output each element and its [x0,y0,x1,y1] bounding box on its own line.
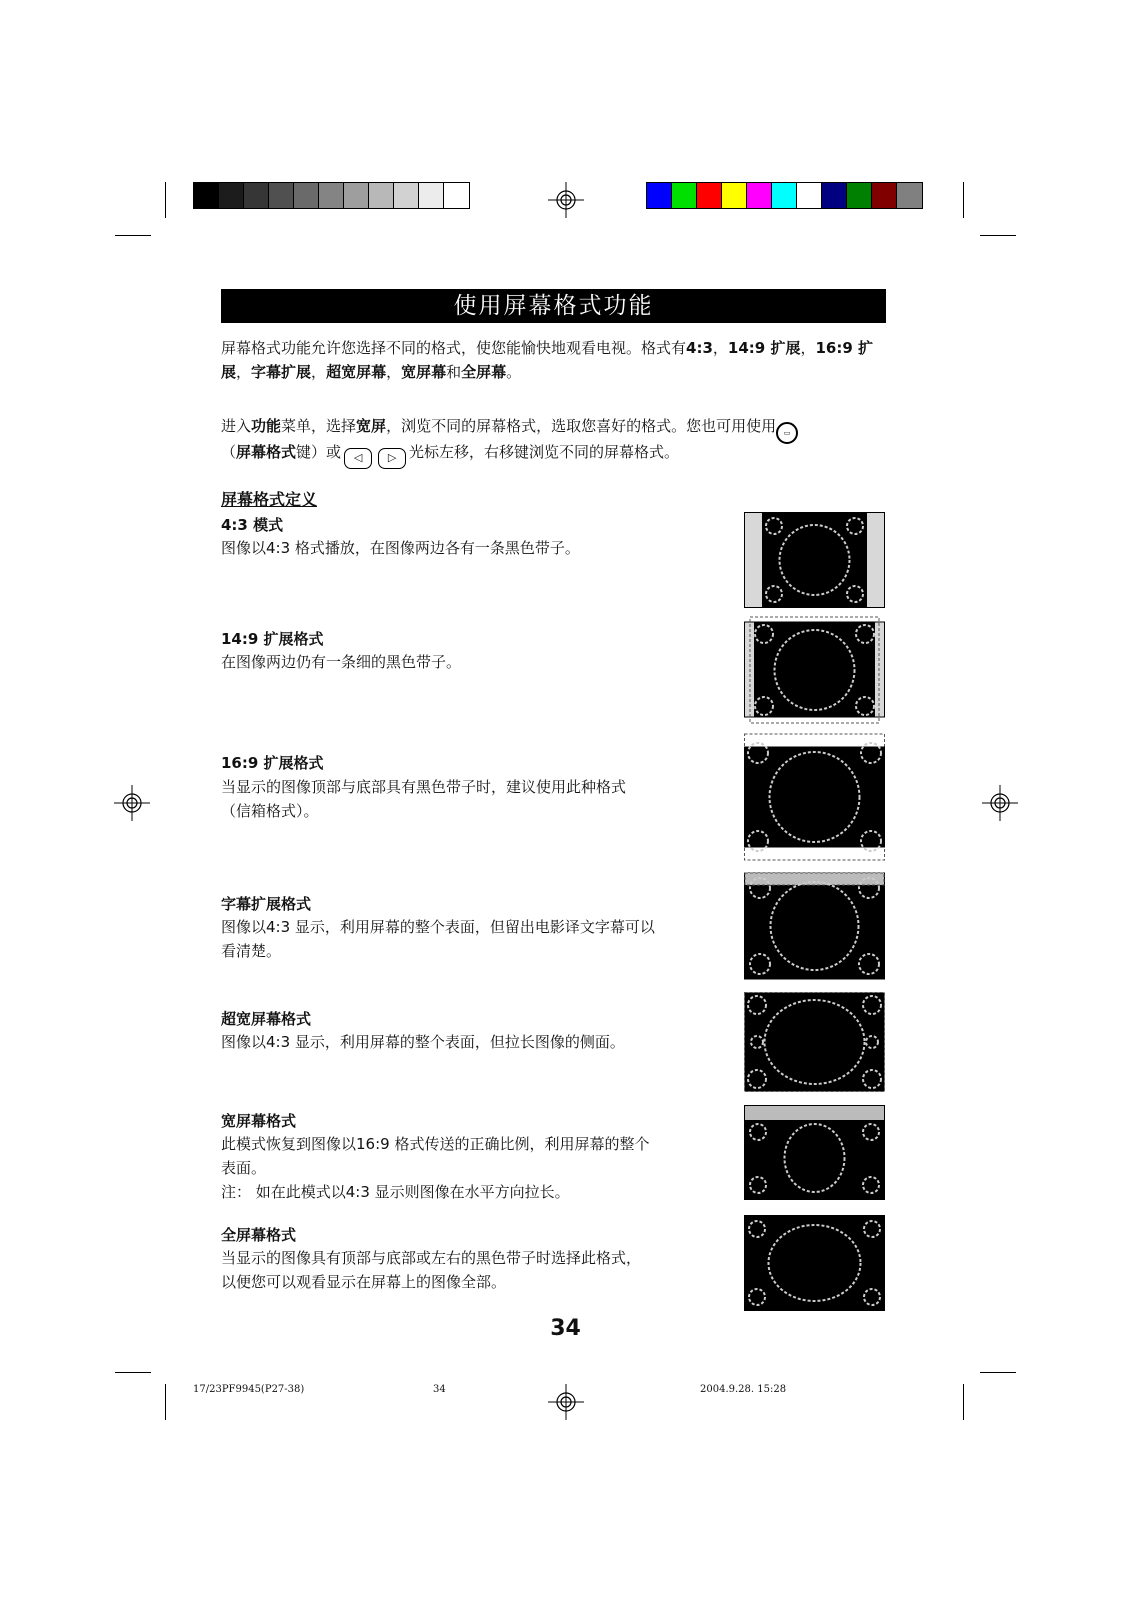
color-swatch-8 [822,183,847,208]
screen-illustration-16-9 [744,733,885,861]
crop-mark-bottom-right [963,1384,964,1420]
format-desc-4-3: 图像以4:3 格式播放，在图像两边各有一条黑色带子。 [221,539,580,557]
format-desc-super-wide: 图像以4:3 显示，利用屏幕的整个表面，但拉长图像的侧面。 [221,1033,625,1051]
crop-mark-bottom-left [165,1384,166,1420]
format-title-16-9: 16:9 扩展格式 [221,754,324,772]
footer-page: 34 [433,1384,446,1395]
crop-mark-left-bottom [115,1372,151,1373]
crop-mark-right-top [980,235,1016,236]
color-swatch-1 [647,183,672,208]
format-desc-subtitle-zoom: 图像以4:3 显示，利用屏幕的整个表面，但留出电影译文字幕可以 看清楚。 [221,918,655,960]
crop-mark-top-right [963,182,964,218]
format-title-super-wide: 超宽屏幕格式 [221,1010,312,1028]
footer-timestamp: 2004.9.28. 15:28 [700,1384,787,1395]
format-desc-16-9: 当显示的图像顶部与底部具有黑色带子时，建议使用此种格式 （信箱格式）。 [221,778,627,820]
intro-paragraph-1: 屏幕格式功能允许您选择不同的格式，使您能愉快地观看电视。格式有4:3，14:9 扩展，16:9 扩展，字幕扩展，超宽屏幕，宽屏幕和全屏幕。 [221,339,874,381]
color-swatch-5 [747,183,772,208]
grayscale-swatch-10 [419,183,444,208]
format-title-14-9: 14:9 扩展格式 [221,630,324,648]
footer-file-id: 17/23PF9945(P27-38) [193,1384,305,1395]
grayscale-swatch-1 [194,183,219,208]
grayscale-swatch-5 [294,183,319,208]
color-swatch-6 [772,183,797,208]
intro-paragraph-2: 进入功能菜单，选择宽屏，浏览不同的屏幕格式，选取您喜好的格式。您也可用使用 ▭ [221,414,891,444]
color-calibration-bar [646,182,923,209]
color-swatch-3 [697,183,722,208]
grayscale-swatch-9 [394,183,419,208]
page-number: 34 [550,1316,581,1341]
grayscale-swatch-3 [244,183,269,208]
color-swatch-10 [872,183,897,208]
grayscale-swatch-4 [269,183,294,208]
color-swatch-2 [672,183,697,208]
crop-mark-left-top [115,235,151,236]
grayscale-swatch-6 [319,183,344,208]
grayscale-calibration-bar [193,182,470,209]
grayscale-swatch-8 [369,183,394,208]
color-swatch-9 [847,183,872,208]
screen-format-button-icon: ▭ [776,422,798,444]
registration-mark-right [982,785,1018,821]
registration-mark-left [114,785,150,821]
screen-illustration-super-wide [744,992,885,1092]
screen-illustration-subtitle-zoom [744,872,885,980]
format-desc-14-9: 在图像两边仍有一条细的黑色带子。 [221,653,462,671]
registration-mark-bottom [548,1384,584,1420]
screen-illustration-4-3 [744,512,885,608]
registration-mark-top [548,182,584,218]
format-desc-full-screen: 当显示的图像具有顶部与底部或左右的黑色带子时选择此格式， 以便您可以观看显示在屏幕上的图像全部。 [221,1249,642,1291]
section-heading: 屏幕格式定义 [221,490,318,509]
crop-mark-top-left [165,182,166,218]
format-title-subtitle-zoom: 字幕扩展格式 [221,895,312,913]
page-title: 使用屏幕格式功能 [221,289,886,323]
crop-mark-right-bottom [980,1372,1016,1373]
screen-illustration-14-9 [744,616,885,724]
cursor-left-button-icon: ◁ [344,448,372,469]
format-title-full-screen: 全屏幕格式 [221,1226,297,1244]
format-title-widescreen: 宽屏幕格式 [221,1112,297,1130]
grayscale-swatch-7 [344,183,369,208]
grayscale-swatch-11 [444,183,469,208]
color-swatch-7 [797,183,822,208]
cursor-right-button-icon: ▷ [378,448,406,469]
color-swatch-4 [722,183,747,208]
color-swatch-11 [897,183,922,208]
screen-illustration-full-screen [744,1215,885,1311]
format-title-4-3: 4:3 模式 [221,516,284,534]
grayscale-swatch-2 [219,183,244,208]
screen-illustration-widescreen [744,1105,885,1200]
format-desc-widescreen: 此模式恢复到图像以16:9 格式传送的正确比例，利用屏幕的整个 表面。 注： 如在此模式以4:3 显示则图像在水平方向拉长。 [221,1135,650,1201]
intro-paragraph-3: （屏幕格式键）或 ◁ ▷ 光标左移，右移键浏览不同的屏幕格式。 [221,440,891,469]
